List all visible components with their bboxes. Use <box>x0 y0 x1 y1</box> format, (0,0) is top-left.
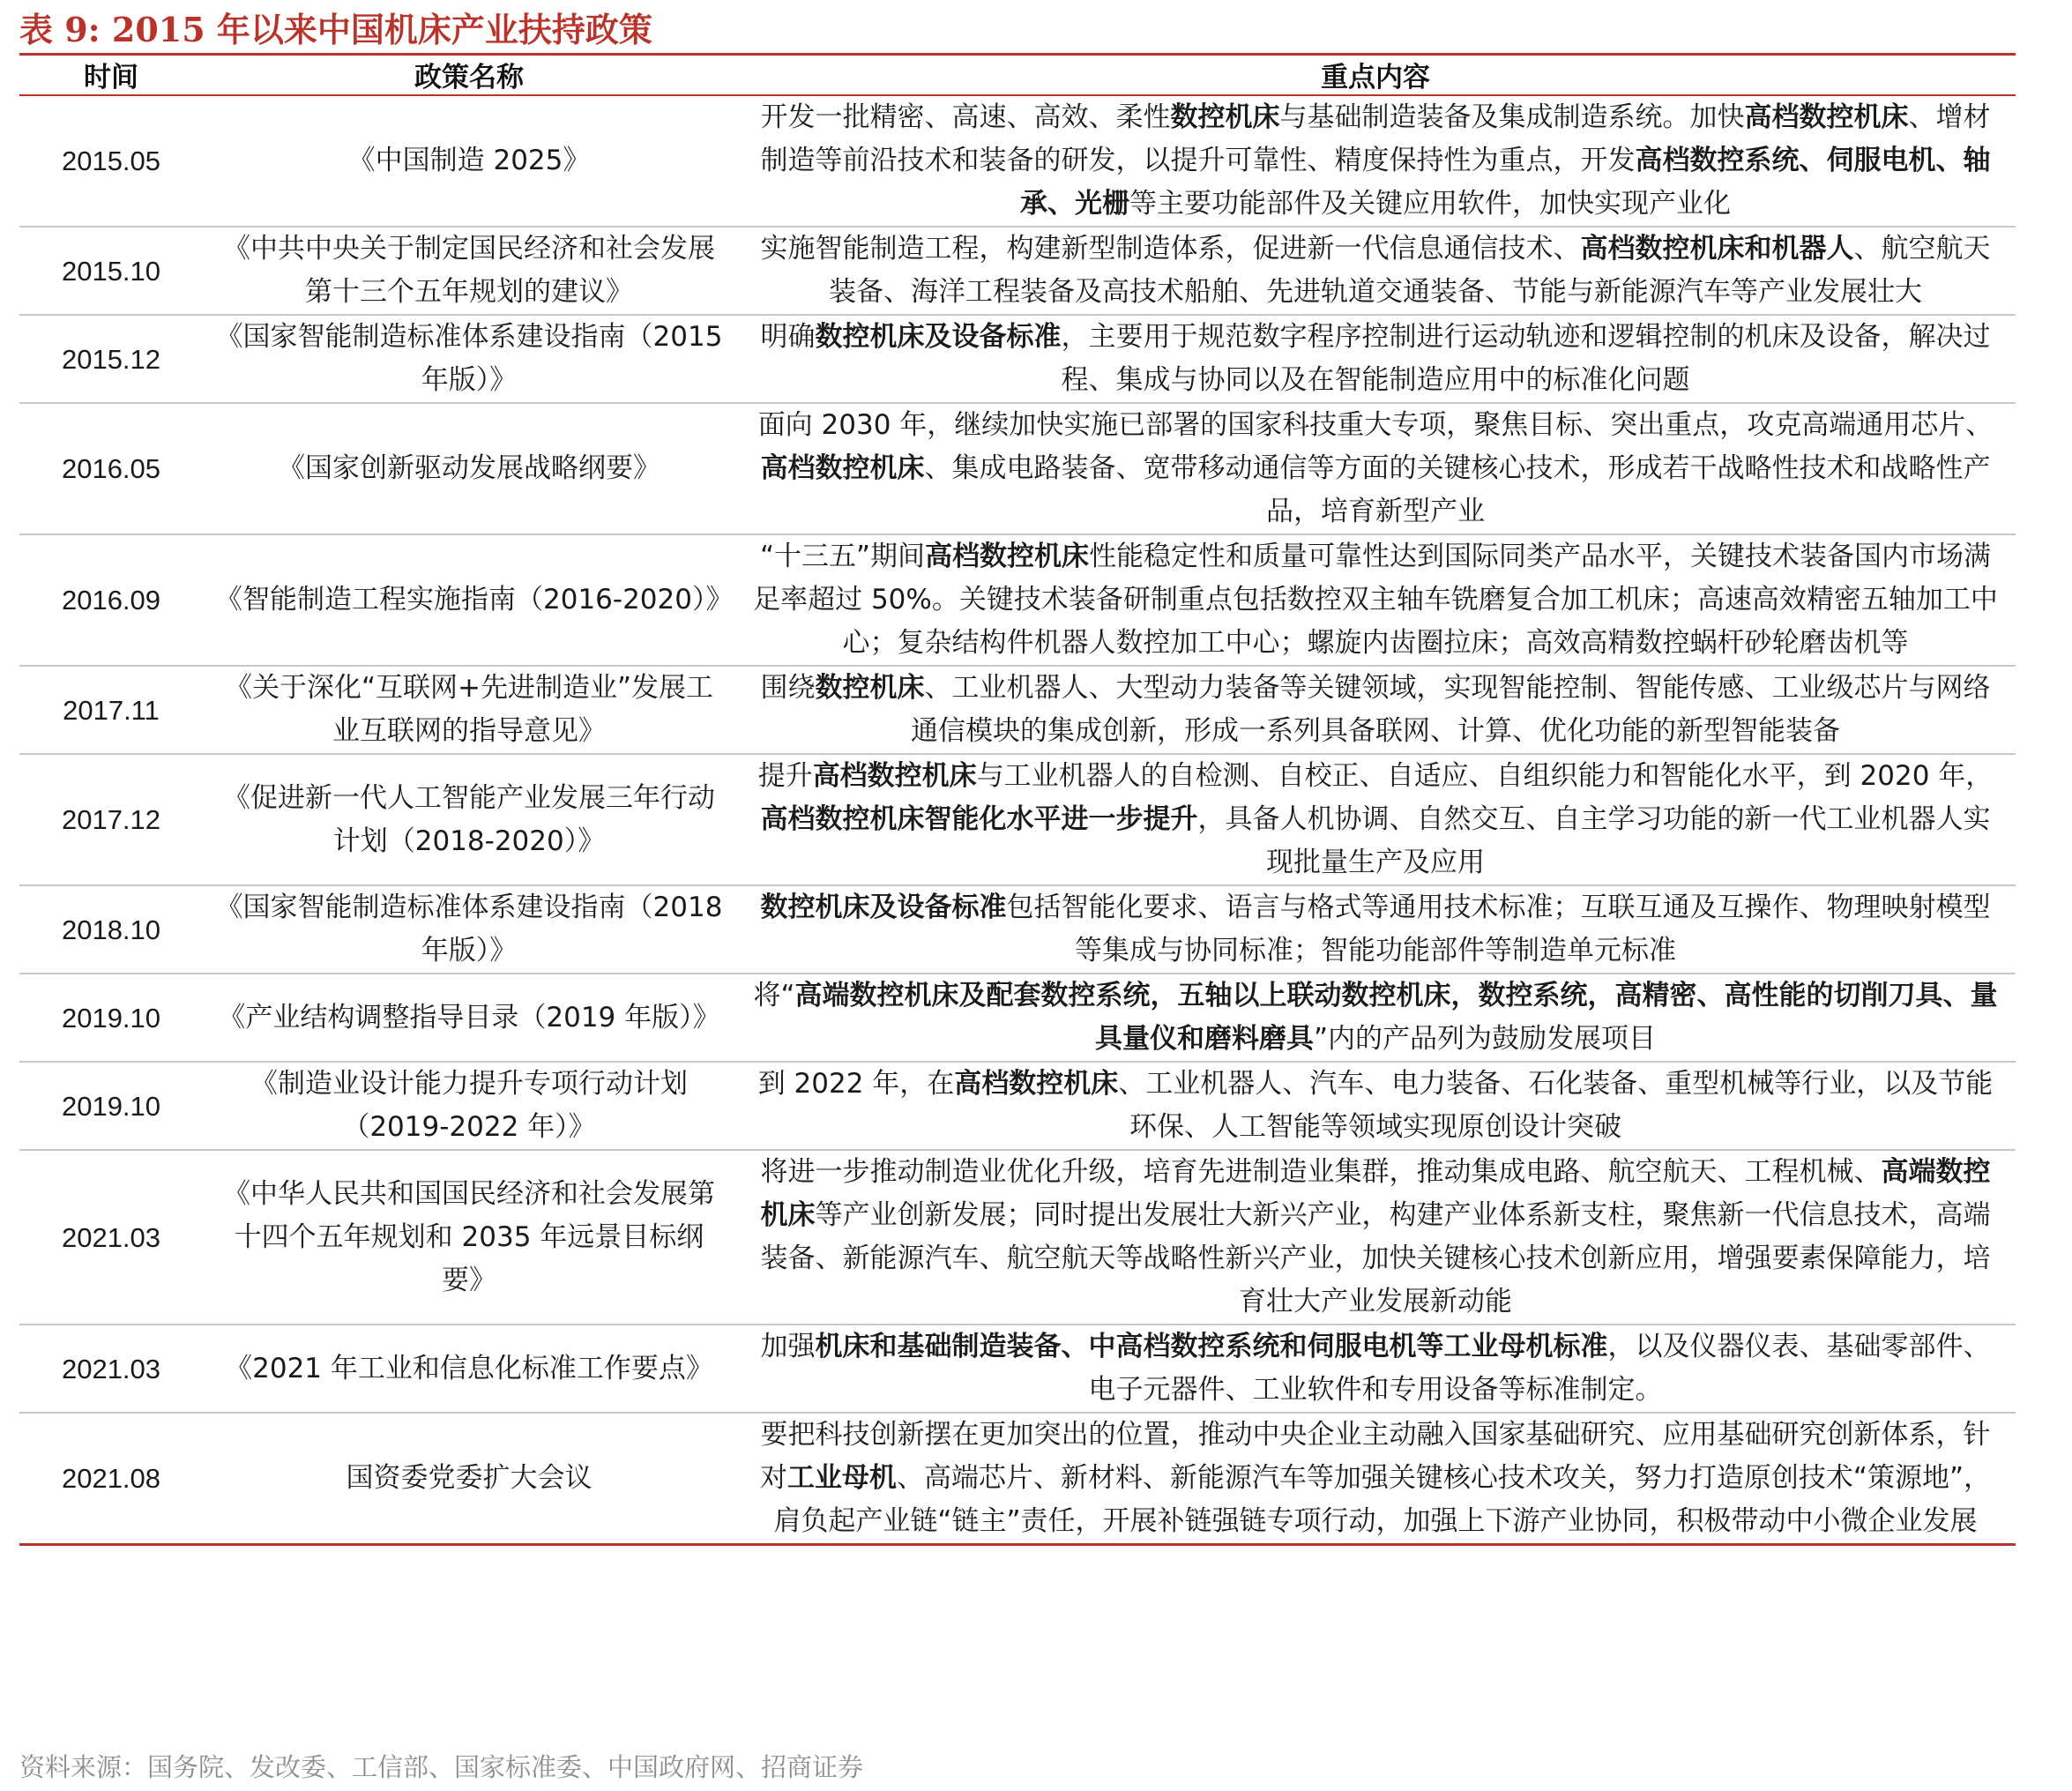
content-highlight: 高档数控机床智能化水平进一步提升 <box>760 803 1198 835</box>
content-text: ，主要用于规范数字程序控制进行运动轨迹和逻辑控制的机床及设备，解决过程、集成与协同以及在智能制造应用中的标准化问题 <box>1061 321 1991 396</box>
content-text: 与基础制造装备及集成制造系统。加快 <box>1279 101 1745 133</box>
content-highlight: 高档数控机床和机器人 <box>1580 233 1854 265</box>
row-policy-name: 《2021 年工业和信息化标准工作要点》 <box>203 1325 735 1413</box>
row-content <box>735 666 2016 754</box>
content-text: 、航空航天装备、海洋工程装备及高技术船舶、先进轨道交通装备、节能与新能源汽车等产业发展壮大 <box>829 233 1991 308</box>
table-body <box>19 95 2016 1545</box>
content-highlight: 机床和基础制造装备、中高档数控系统和伺服电机等工业母机标准 <box>815 1331 1608 1362</box>
row-date: 2021.03 <box>19 1150 203 1325</box>
row-date: 2017.11 <box>19 666 203 754</box>
row-date: 2015.10 <box>19 227 203 315</box>
row-content <box>735 1062 2016 1150</box>
content-highlight: 高档数控机床 <box>925 541 1090 572</box>
row-policy-name: 《促进新一代人工智能产业发展三年行动计划（2018-2020）》 <box>203 754 735 885</box>
row-policy-name: 国资委党委扩大会议 <box>203 1413 735 1545</box>
row-content <box>735 95 2016 227</box>
row-date: 2019.10 <box>19 974 203 1062</box>
content-text: 、工业机器人、大型动力装备等关键领域，实现智能控制、智能传感、工业级芯片与网络通信模块的集成创新，形成一系列具备联网、计算、优化功能的新型智能装备 <box>911 672 1991 747</box>
content-text: ”内的产品列为鼓励发展项目 <box>1313 1023 1657 1055</box>
row-content <box>735 754 2016 885</box>
row-policy-name: 《关于深化“互联网+先进制造业”发展工业互联网的指导意见》 <box>203 666 735 754</box>
content-text: 加强 <box>760 1331 816 1362</box>
content-text: 到 2022 年，在 <box>757 1068 955 1100</box>
header-name: 政策名称 <box>203 55 735 95</box>
content-text: “十三五”期间 <box>759 541 926 572</box>
table-row <box>19 666 2016 754</box>
content-highlight: 高档数控系统、伺服电机、轴承、光栅 <box>1020 145 1991 220</box>
row-content <box>735 1150 2016 1325</box>
row-policy-name: 《国家智能制造标准体系建设指南（2018 年版）》 <box>203 885 735 974</box>
row-date: 2018.10 <box>19 885 203 974</box>
row-policy-name: 《中国制造 2025》 <box>203 95 735 227</box>
content-text: 、集成电路装备、宽带移动通信等方面的关键核心技术，形成若干战略性技术和战略性产品，培育新型产业 <box>924 452 1991 527</box>
content-text: 明确 <box>760 321 816 353</box>
row-policy-name: 《制造业设计能力提升专项行动计划（2019-2022 年）》 <box>203 1062 735 1150</box>
content-highlight: 高端数控机床及配套数控系统，五轴以上联动数控机床，数控系统，高精密、高性能的切削刀具、量具量仪和磨料磨具 <box>794 980 1998 1055</box>
content-highlight: 数控机床 <box>1170 101 1280 133</box>
content-text: 要把科技创新摆在更加突出的位置，推动中央企业主动融入国家基础研究、应用基础研究创新体系，针对 <box>759 1419 1991 1494</box>
row-date: 2019.10 <box>19 1062 203 1150</box>
content-highlight: 数控机床及设备标准 <box>815 321 1062 353</box>
row-content <box>735 227 2016 315</box>
row-content <box>735 1413 2016 1545</box>
table-row <box>19 403 2016 534</box>
source-note: 资料来源：国务院、发改委、工信部、国家标准委、中国政府网、招商证券 <box>19 1752 864 1782</box>
row-policy-name: 《国家智能制造标准体系建设指南（2015 年版）》 <box>203 315 735 403</box>
row-date: 2016.09 <box>19 534 203 666</box>
content-highlight: 数控机床及设备标准 <box>760 892 1007 923</box>
content-text: ，具备人机协调、自然交互、自主学习功能的新一代工业机器人实现批量生产及应用 <box>1197 803 1991 878</box>
row-content <box>735 315 2016 403</box>
content-text: 面向 2030 年，继续加快实施已部署的国家科技重大专项，聚焦目标、突出重点，攻克高端通用芯片、 <box>757 409 1994 441</box>
content-highlight: 数控机床 <box>815 672 925 704</box>
content-text: 等主要功能部件及关键应用软件，加快实现产业化 <box>1129 188 1731 220</box>
table-row <box>19 534 2016 666</box>
content-highlight: 高端数控机床 <box>760 1156 1991 1231</box>
content-text: 将进一步推动制造业优化升级，培育先进制造业集群，推动集成电路、航空航天、工程机械、 <box>760 1156 1882 1188</box>
row-policy-name: 《产业结构调整指导目录（2019 年版）》 <box>203 974 735 1062</box>
table-row <box>19 974 2016 1062</box>
content-text: 提升 <box>757 760 813 792</box>
row-content <box>735 885 2016 974</box>
content-text: 、高端芯片、新材料、新能源汽车等加强关键核心技术攻关，努力打造原创技术“策源地”，肩负起产业链“链主”责任，开展补链强链专项行动，加强上下游产业协同，积极带动中小微企业发展 <box>773 1462 1992 1537</box>
row-policy-name: 《中共中央关于制定国民经济和社会发展第十三个五年规划的建议》 <box>203 227 735 315</box>
content-highlight: 高档数控机床 <box>760 452 925 484</box>
table-title: 表 9: 2015 年以来中国机床产业扶持政策 <box>19 10 652 49</box>
content-text: 、增材制造等前沿技术和装备的研发，以提升可靠性、精度保持性为重点，开发 <box>760 101 1991 176</box>
row-date: 2021.03 <box>19 1325 203 1413</box>
content-text: 围绕 <box>760 672 816 704</box>
content-highlight: 高档数控机床 <box>954 1068 1119 1100</box>
row-date: 2021.08 <box>19 1413 203 1545</box>
content-text: 包括智能化要求、语言与格式等通用技术标准；互联互通及互操作、物理映射模型等集成与协同标准；智能功能部件等制造单元标准 <box>1006 892 1991 966</box>
table-row <box>19 1325 2016 1413</box>
table-row <box>19 1062 2016 1150</box>
content-text: 与工业机器人的自检测、自校正、自适应、自组织能力和智能化水平，到 2020 年， <box>976 760 1994 792</box>
table-row <box>19 315 2016 403</box>
content-text: ，以及仪器仪表、基础零部件、电子元器件、工业软件和专用设备等标准制定。 <box>1088 1331 1991 1406</box>
content-text: 性能稳定性和质量可靠性达到国际同类产品水平，关键技术装备国内市场满足率超过 50%。关键技术装备研制重点包括数控双主轴车铣磨复合加工机床；高速高效精密五轴加工中心；复杂结构件机器人数控加工中心；螺旋内齿圈拉床；高效高精数控蜗杆砂轮磨齿机等 <box>753 541 1998 659</box>
row-date: 2015.05 <box>19 95 203 227</box>
row-policy-name: 《中华人民共和国国民经济和社会发展第十四个五年规划和 2035 年远景目标纲要》 <box>203 1150 735 1325</box>
table-header-row <box>19 55 2016 95</box>
row-content <box>735 974 2016 1062</box>
content-highlight: 高档数控机床 <box>812 760 977 792</box>
content-text: 开发一批精密、高速、高效、柔性 <box>760 101 1171 133</box>
content-text: 、工业机器人、汽车、电力装备、石化装备、重型机械等行业，以及节能环保、人工智能等领域实现原创设计突破 <box>1118 1068 1994 1143</box>
row-date: 2017.12 <box>19 754 203 885</box>
row-content <box>735 403 2016 534</box>
row-date: 2016.05 <box>19 403 203 534</box>
row-date: 2015.12 <box>19 315 203 403</box>
row-policy-name: 《国家创新驱动发展战略纲要》 <box>203 403 735 534</box>
content-text: 实施智能制造工程，构建新型制造体系，促进新一代信息通信技术、 <box>760 233 1581 265</box>
table-row <box>19 95 2016 227</box>
content-highlight: 高档数控机床 <box>1744 101 1909 133</box>
header-content: 重点内容 <box>735 55 2016 95</box>
table-row <box>19 1150 2016 1325</box>
row-content <box>735 534 2016 666</box>
table-row <box>19 1413 2016 1545</box>
table-row <box>19 754 2016 885</box>
header-date: 时间 <box>19 55 203 95</box>
content-text: 等产业创新发展；同时提出发展壮大新兴产业，构建产业体系新支柱，聚焦新一代信息技术，高端装备、新能源汽车、航空航天等战略性新兴产业，加快关键核心技术创新应用，增强要素保障能力，培育壮大产业发展新动能 <box>760 1199 1991 1317</box>
table-row <box>19 227 2016 315</box>
row-policy-name: 《智能制造工程实施指南（2016-2020）》 <box>203 534 735 666</box>
content-text: 将“ <box>753 980 795 1011</box>
row-content <box>735 1325 2016 1413</box>
table-row <box>19 885 2016 974</box>
content-highlight: 工业母机 <box>786 1462 897 1494</box>
policy-table <box>19 55 2016 1546</box>
